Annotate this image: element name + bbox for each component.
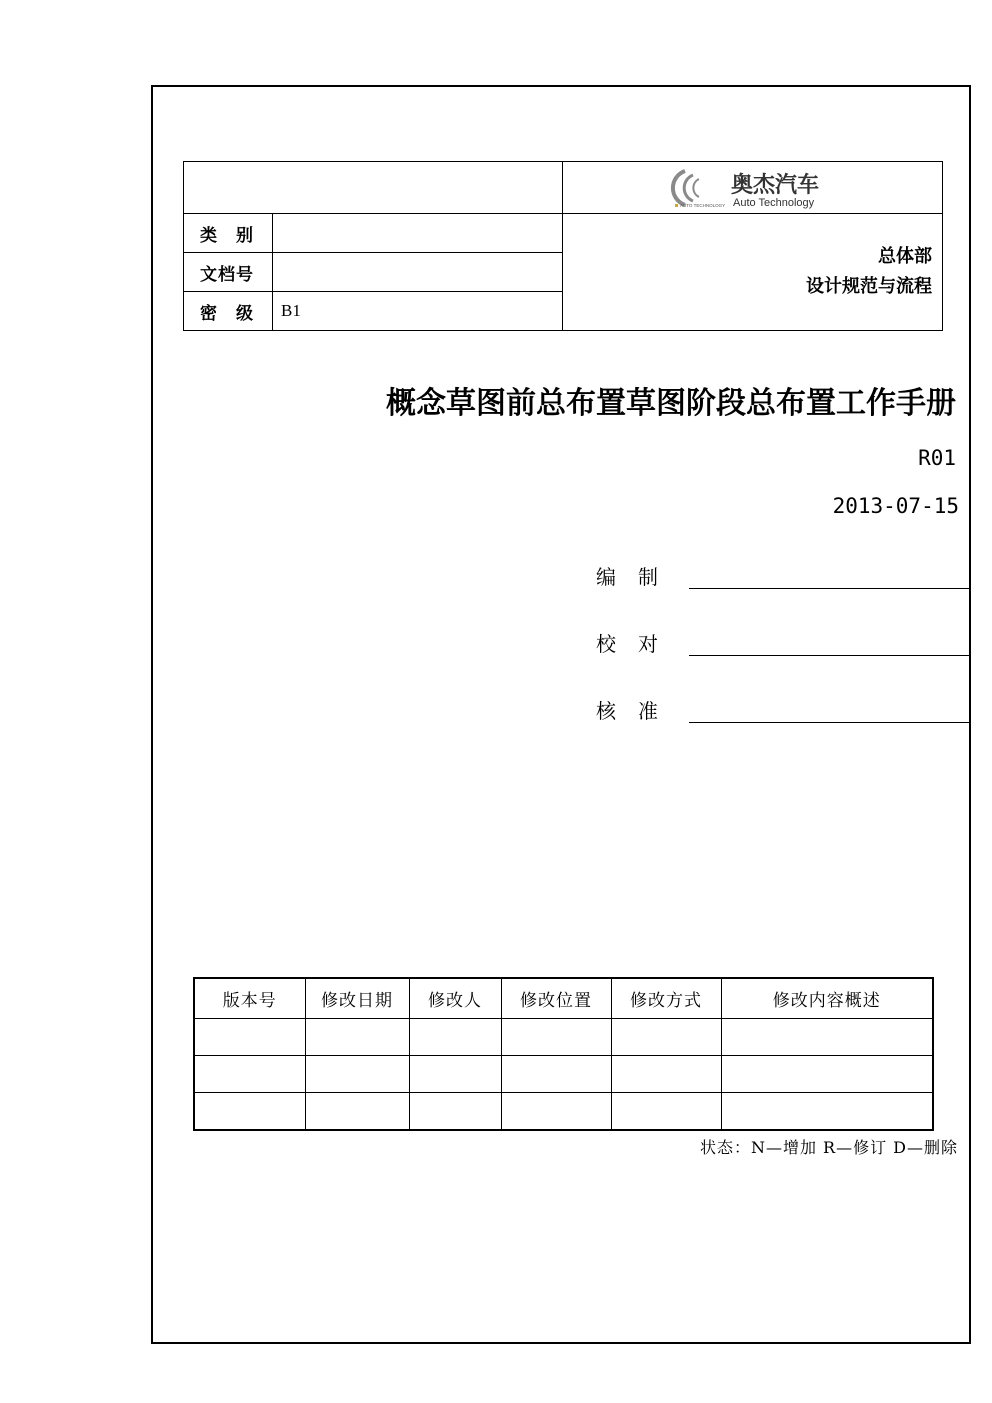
document-category-name: 设计规范与流程 (806, 276, 932, 297)
table-cell (611, 1019, 721, 1056)
column-header: 版本号 (194, 978, 305, 1019)
doc-number-value (273, 253, 563, 292)
table-cell (721, 1056, 933, 1093)
security-level-value: B1 (273, 292, 563, 331)
signature-label: 核准 (596, 699, 680, 723)
company-logo (663, 167, 853, 209)
document-header-table (183, 161, 943, 331)
column-header: 修改方式 (611, 978, 721, 1019)
doc-number-label: 文档号 (184, 253, 273, 292)
column-header: 修改人 (409, 978, 501, 1019)
department-cell (563, 214, 943, 331)
table-cell (194, 1093, 305, 1131)
status-legend: 状态：N—增加 R—修订 D—删除 (699, 1138, 958, 1157)
header-blank-cell (184, 162, 563, 214)
signature-line[interactable] (689, 722, 970, 723)
column-header: 修改日期 (305, 978, 409, 1019)
signature-label: 编制 (596, 565, 680, 589)
signature-approved (596, 695, 972, 725)
table-header-row (194, 978, 933, 1019)
revision-history-table (193, 977, 934, 1131)
table-cell (194, 1056, 305, 1093)
logo-cell (563, 162, 943, 214)
table-row (194, 1056, 933, 1093)
table-cell (305, 1019, 409, 1056)
table-cell (305, 1056, 409, 1093)
table-cell (305, 1093, 409, 1131)
logo-name-cn: 奥杰汽车 (731, 173, 820, 198)
column-header: 修改位置 (501, 978, 611, 1019)
logo-small-text: AUTO TECHNOLOGY (680, 203, 726, 208)
logo-name-en: Auto Technology (733, 197, 815, 209)
table-cell (721, 1019, 933, 1056)
signature-line[interactable] (689, 588, 970, 589)
column-header: 修改内容概述 (721, 978, 933, 1019)
table-cell (501, 1019, 611, 1056)
table-cell (501, 1056, 611, 1093)
department-name: 总体部 (878, 246, 932, 267)
document-date: 2013-07-15 (832, 494, 959, 518)
revision-number: R01 (918, 446, 956, 470)
table-cell (611, 1056, 721, 1093)
table-row (194, 1093, 933, 1131)
signature-checked (596, 628, 972, 658)
table-cell (409, 1056, 501, 1093)
table-row (194, 1019, 933, 1056)
table-cell (721, 1093, 933, 1131)
signature-label: 校对 (596, 632, 680, 656)
signature-line[interactable] (689, 655, 970, 656)
category-label: 类 别 (184, 214, 273, 253)
table-cell (611, 1093, 721, 1131)
table-cell (501, 1093, 611, 1131)
table-cell (409, 1093, 501, 1131)
category-value (273, 214, 563, 253)
signature-compiled (596, 561, 972, 591)
table-cell (194, 1019, 305, 1056)
table-cell (409, 1019, 501, 1056)
security-level-label: 密 级 (184, 292, 273, 331)
document-title: 概念草图前总布置草图阶段总布置工作手册 (386, 386, 956, 421)
